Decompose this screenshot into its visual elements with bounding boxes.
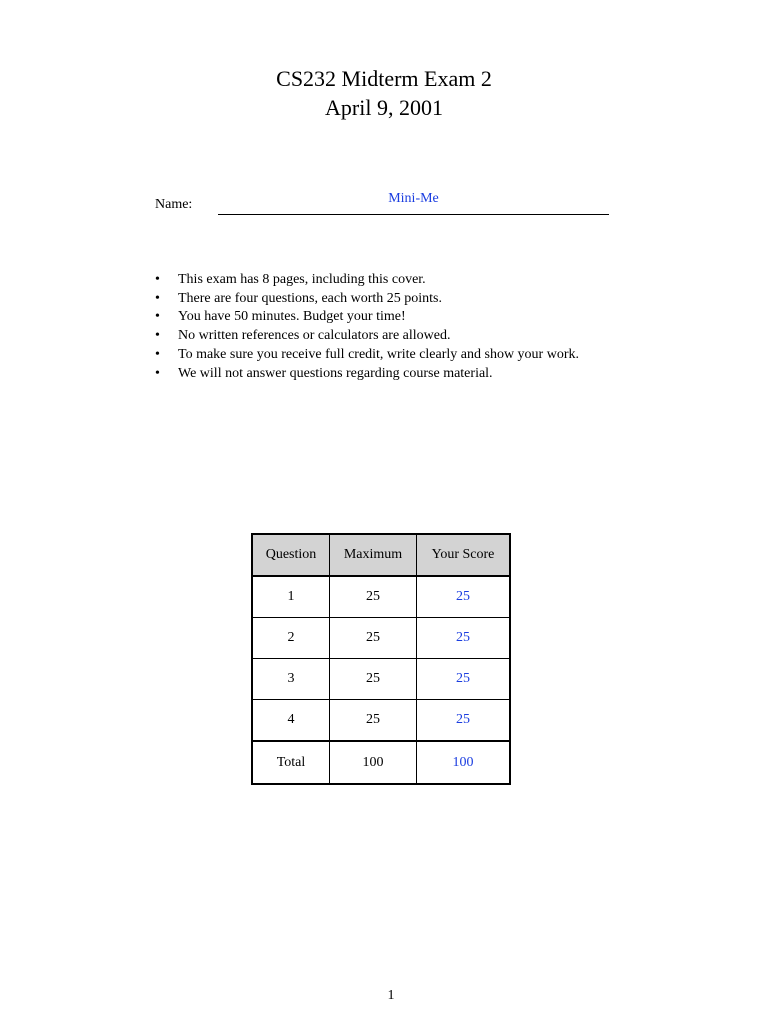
name-label: Name: — [155, 197, 193, 212]
header-your-score: Your Score — [417, 534, 511, 576]
name-value: Mini-Me — [388, 191, 439, 206]
total-row — [252, 741, 510, 784]
total-score: 100 — [417, 741, 511, 784]
name-field — [155, 188, 615, 218]
bullet-icon: • — [155, 365, 160, 381]
bullet-icon: • — [155, 272, 160, 287]
exam-header — [0, 64, 768, 122]
score-table-header — [252, 534, 510, 576]
question-score: 25 — [417, 659, 511, 700]
instruction-item — [155, 271, 579, 290]
bullet-icon: • — [155, 346, 160, 362]
question-score: 25 — [417, 576, 511, 618]
instruction-text: We will not answer questions regarding course material. — [178, 365, 493, 381]
instructions-list — [155, 271, 579, 383]
bullet-icon: • — [155, 328, 160, 344]
question-score: 25 — [417, 618, 511, 659]
table-row — [252, 659, 510, 700]
header-maximum: Maximum — [330, 534, 417, 576]
instruction-item — [155, 365, 579, 384]
total-maximum: 100 — [330, 741, 417, 784]
question-maximum: 25 — [330, 576, 417, 618]
bullet-icon: • — [155, 309, 160, 325]
question-maximum: 25 — [330, 700, 417, 742]
instruction-text: To make sure you receive full credit, write clearly and show your work. — [178, 346, 579, 362]
exam-title: CS232 Midterm Exam 2 — [276, 66, 492, 91]
exam-date: April 9, 2001 — [325, 95, 443, 120]
score-table — [251, 533, 511, 785]
question-maximum: 25 — [330, 659, 417, 700]
total-label: Total — [252, 741, 330, 784]
instruction-text: There are four questions, each worth 25 points. — [178, 290, 442, 306]
question-number: 3 — [252, 659, 330, 700]
question-number: 2 — [252, 618, 330, 659]
instruction-item — [155, 290, 579, 309]
instruction-item — [155, 308, 579, 327]
instruction-text: This exam has 8 pages, including this cover. — [178, 272, 426, 287]
table-row — [252, 700, 510, 742]
table-row — [252, 618, 510, 659]
question-maximum: 25 — [330, 618, 417, 659]
table-row — [252, 576, 510, 618]
header-question: Question — [252, 534, 330, 576]
name-underline — [218, 214, 609, 215]
bullet-icon: • — [155, 290, 160, 306]
instruction-item — [155, 346, 579, 365]
page-number: 1 — [387, 988, 395, 1003]
instruction-text: No written references or calculators are allowed. — [178, 328, 451, 344]
question-score: 25 — [417, 700, 511, 742]
instruction-text: You have 50 minutes. Budget your time! — [178, 309, 406, 325]
question-number: 1 — [252, 576, 330, 618]
instruction-item — [155, 327, 579, 346]
question-number: 4 — [252, 700, 330, 742]
